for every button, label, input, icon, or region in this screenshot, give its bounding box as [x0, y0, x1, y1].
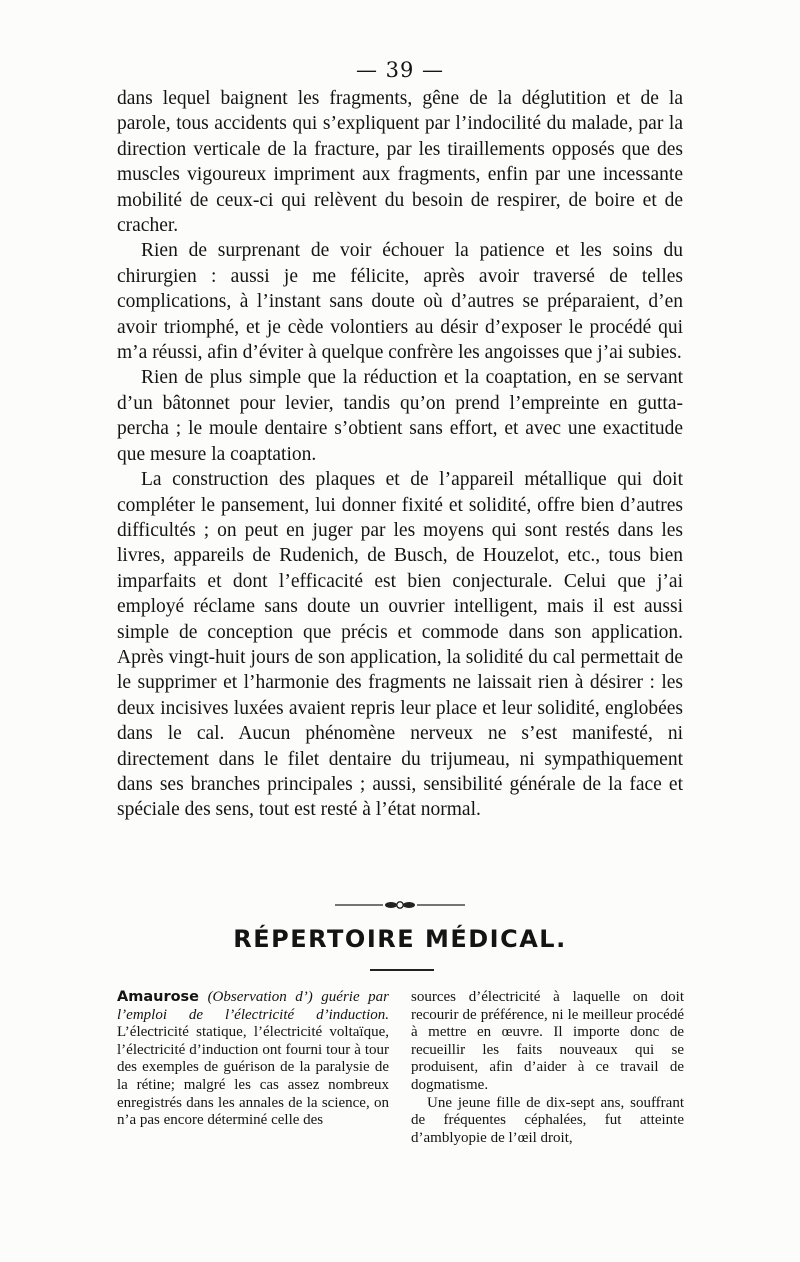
- ornament-divider: [0, 899, 800, 911]
- entry-text: L’électricité statique, l’électricité voltaïque, l’électricité d’induction ont fourni tour à tour des exemples de guérison de la paralysie de la rétine; malgré les cas assez nombreux enregistrés dans les annales de la science, on n’a pas encore déterminé celle des: [117, 1024, 389, 1129]
- left-column: [117, 989, 389, 1130]
- entry-title: Amaurose: [117, 989, 200, 1005]
- right-paragraph-1: sources d’électricité à laquelle on doit recourir de préférence, ni le meilleur procédé à mettre en œuvre. Il importe donc de recueillir les faits nouveaux qui se produisent, afin d’aider à ce travail de dogmatisme.: [411, 989, 684, 1093]
- section-heading: RÉPERTOIRE MÉDICAL.: [233, 925, 567, 953]
- ornament-divider-icon: [335, 899, 465, 911]
- main-text: [117, 86, 683, 823]
- paragraph-continuation: dans lequel baignent les fragments, gêne de la déglutition et de la parole, tous accidents qui s’expliquent par l’indocilité du malade, par la direction verticale de la fracture, par les tiraillements opposés que des muscles vigoureux impriment aux fragments, enfin par une incessante mobilité de ceux-ci qui relèvent du besoin de respirer, de boire et de cracher.: [117, 88, 683, 237]
- paragraph-reduction: Rien de plus simple que la réduction et la coaptation, en se servant d’un bâtonnet pour levier, tandis qu’on prend l’empreinte en gutta-percha ; le moule dentaire s’obtient sans effort, et avec une exactitude que mesure la coaptation.: [117, 367, 683, 465]
- page-number: — 39 —: [355, 58, 445, 82]
- paragraph-construction: La construction des plaques et de l’appareil métallique qui doit compléter le pansement, lui donner fixité et solidité, offre bien d’autres difficultés ; on peut en juger par les moyens qui sont restés dans les livres, appareils de Rudenich, de Busch, de Houzelot, etc., tous bien imparfaits et dont l’efficacité est bien conjecturale. Celui que j’ai employé réclame sans doute un ouvrier intelligent, mais il est aussi simple de conception que précis et commode dans son application. Après vingt-huit jours de son application, la solidité du cal permettait de le supprimer et l’harmonie des fragments ne laissait rien à désirer : les deux incisives luxées avaient repris leur place et leur solidité, englobées dans le cal. Aucun phénomène nerveux ne s’est manifesté, ni directement dans le filet dentaire du trijumeau, ni sympathiquement dans ses branches principales ; aussi, sensibilité générale de la face et spéciale des sens, tout est resté à l’état normal.: [117, 469, 683, 821]
- heading-rule: [370, 969, 434, 971]
- right-paragraph-2: Une jeune fille de dix-sept ans, souffrant de fréquentes céphalées, fut atteinte d’amblyopie de l’œil droit,: [411, 1094, 684, 1146]
- entry-subtitle: (Observation d’) guérie par l’emploi de l’électricité d’induction.: [117, 989, 389, 1023]
- paragraph-surprise: Rien de surprenant de voir échouer la patience et les soins du chirurgien : aussi je me félicite, après avoir traversé de telles complications, à l’instant sans doute où d’autres se préparaient, d’en avoir triomphé, et je cède volontiers au désir d’exposer le procédé qui m’a réussi, afin d’éviter à quelque confrère les angoisses que j’ai subies.: [117, 240, 683, 364]
- right-column: [411, 989, 684, 1147]
